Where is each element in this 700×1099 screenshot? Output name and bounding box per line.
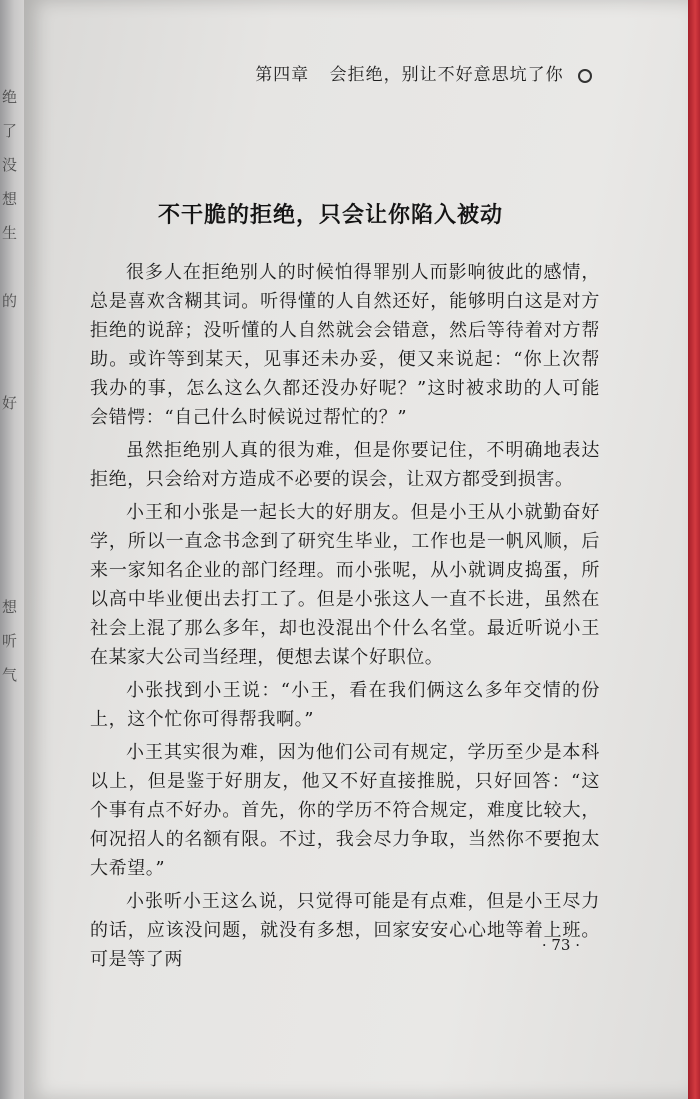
- running-header: [255, 60, 592, 85]
- paragraph: 小张听小王这么说，只觉得可能是有点难，但是小王尽力的话，应该没问题，就没有多想，回家安安心心地等着上班。可是等了两: [90, 891, 600, 970]
- paragraph: 小王和小张是一起长大的好朋友。但是小王从小就勤奋好学，所以一直念书念到了研究生毕业，工作也是一帆风顺，后来一家知名企业的部门经理。而小张呢，从小就调皮捣蛋，所以高中毕业便出去打工了。但是小张这人一直不长进，虽然在社会上混了那么多年，却也没混出个什么名堂。最近听说小王在某家大公司当经理，便想去谋个好职位。: [90, 502, 600, 668]
- paragraph: 小张找到小王说：“小王，看在我们俩这么多年交情的份上，这个忙你可得帮我啊。”: [90, 680, 600, 730]
- adjacent-left-page: [0, 0, 24, 1099]
- book-cover-edge: [688, 0, 700, 1099]
- section-title: 不干脆的拒绝，只会让你陷入被动: [158, 203, 504, 228]
- header-ornament-icon: [578, 69, 592, 83]
- show-through-text: [324, 130, 604, 190]
- page-number: · 73 ·: [541, 936, 580, 954]
- chapter-number: 第四章: [255, 65, 310, 85]
- body-text: [90, 258, 600, 978]
- chapter-title: 会拒绝，别让不好意思坑了你: [329, 65, 564, 85]
- paragraph: 小王其实很为难，因为他们公司有规定，学历至少是本科以上，但是鉴于好朋友，他又不好直接推脱，只好回答：“这个事有点不好办。首先，你的学历不符合规定，难度比较大，何况招人的名额有限。不过，我会尽力争取，当然你不要抱太大希望。”: [90, 742, 600, 879]
- book-page: [24, 0, 688, 1099]
- paragraph: 很多人在拒绝别人的时候怕得罪别人而影响彼此的感情，总是喜欢含糊其词。听得懂的人自然还好，能够明白这是对方拒绝的说辞；没听懂的人自然就会会错意，然后等待着对方帮助。或许等到某天，见事还未办妥，便又来说起：“你上次帮我办的事，怎么这么久都还没办好呢？”这时被求助的人可能会错愕：“自己什么时候说过帮忙的？”: [90, 262, 600, 428]
- paragraph: 虽然拒绝别人真的很为难，但是你要记住，不明确地表达拒绝，只会给对方造成不必要的误会，让双方都受到损害。: [90, 440, 600, 490]
- left-page-fragments: 绝 了 没 想 生 的 好 想 听 气: [2, 88, 18, 684]
